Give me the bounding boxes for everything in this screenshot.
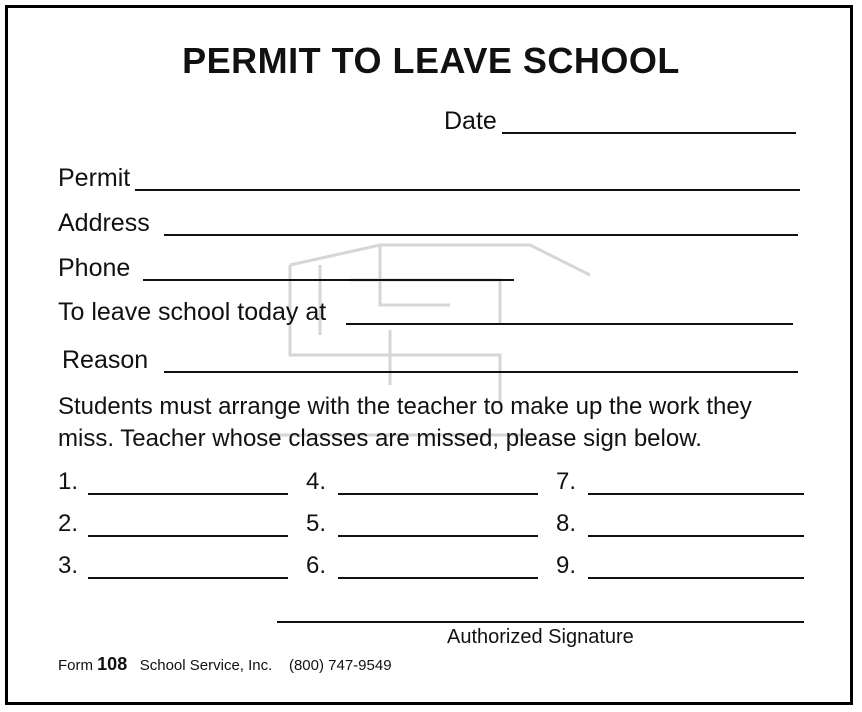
teacher-signature-field[interactable] [588,535,804,537]
teacher-signature-field[interactable] [88,535,288,537]
leave-time-label: To leave school today at [58,298,327,326]
phone-label: Phone [58,254,131,282]
phone-field[interactable] [143,279,514,281]
instructions [58,391,848,455]
slot-number: 9. [556,552,577,579]
permit-label: Permit [58,164,131,192]
address-label: Address [58,209,150,237]
slot-number: 5. [306,510,327,537]
permit-field[interactable] [135,189,800,191]
slot-number: 6. [306,552,327,579]
teacher-signature-field[interactable] [338,577,538,579]
form-prefix: Form [58,657,93,674]
instructions-line-2: miss. Teacher whose classes are missed, please sign below. [58,425,702,452]
authorized-signature-field[interactable] [277,621,804,623]
authorized-signature-label: Authorized Signature [447,626,634,648]
slot-number: 2. [58,510,79,537]
form-footer [58,654,392,675]
leave-time-field[interactable] [346,323,793,325]
reason-label: Reason [62,346,149,374]
instructions-line-1: Students must arrange with the teacher to make up the work they [58,393,752,420]
slot-number: 1. [58,468,79,495]
slot-number: 7. [556,468,577,495]
company-phone: (800) 747-9549 [288,657,392,674]
slot-number: 8. [556,510,577,537]
teacher-signature-field[interactable] [588,577,804,579]
date-label: Date [444,107,497,135]
company-name: School Service, Inc. [139,657,273,674]
form-title: PERMIT TO LEAVE SCHOOL [182,40,680,81]
address-field[interactable] [164,234,798,236]
teacher-signature-field[interactable] [588,493,804,495]
slot-number: 4. [306,468,327,495]
teacher-signature-field[interactable] [338,493,538,495]
form-number: 108 [97,654,128,674]
teacher-signature-field[interactable] [338,535,538,537]
date-field[interactable] [502,132,796,134]
teacher-signature-field[interactable] [88,577,288,579]
teacher-signature-field[interactable] [88,493,288,495]
slot-number: 3. [58,552,79,579]
reason-field[interactable] [164,371,798,373]
